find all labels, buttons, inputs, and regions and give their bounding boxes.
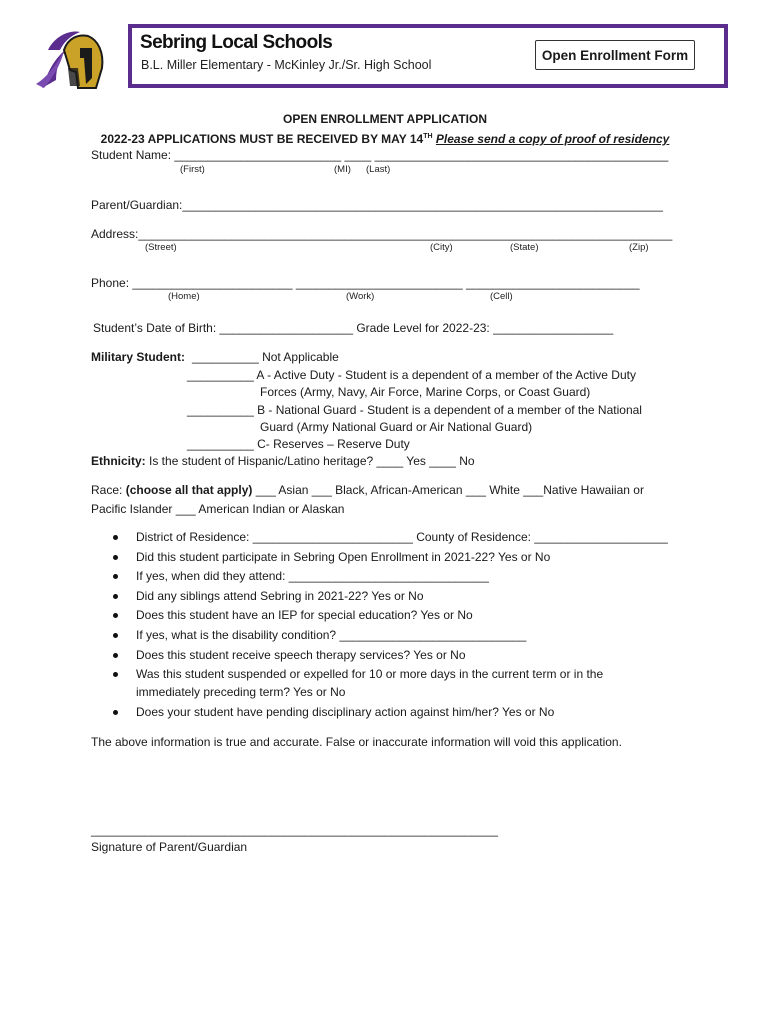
spartan-helmet-icon bbox=[34, 28, 114, 92]
race-qualifier: (choose all that apply) bbox=[125, 483, 253, 497]
bullet-icon bbox=[113, 555, 118, 560]
military-label: Military Student: bbox=[91, 350, 186, 364]
student-name-field[interactable]: Student Name: _________________________ ____ ____________________________________________ bbox=[91, 148, 669, 162]
address-zip-caption: (Zip) bbox=[629, 242, 649, 253]
bullet-icon bbox=[113, 633, 118, 638]
parent-guardian-field[interactable]: Parent/Guardian:________________________________________________________________________ bbox=[91, 198, 663, 212]
deadline-line bbox=[0, 129, 770, 147]
race-options: ___ Asian ___ Black, African-American ___ White ___Native Hawaiian or bbox=[255, 483, 644, 497]
bullet-icon bbox=[113, 535, 118, 540]
bullet-icon bbox=[113, 672, 118, 677]
list-item-text: If yes, what is the disability condition? ____________________________ bbox=[136, 627, 527, 642]
list-item[interactable] bbox=[110, 703, 710, 723]
student-last-caption: (Last) bbox=[366, 164, 391, 175]
address-state-caption: (State) bbox=[510, 242, 539, 253]
military-not-applicable[interactable]: __________ Not Applicable bbox=[192, 350, 339, 364]
military-option-a[interactable]: __________ A - Active Duty - Student is a dependent of a member of the Active Duty bbox=[187, 368, 636, 382]
list-item[interactable] bbox=[110, 646, 710, 666]
list-item[interactable] bbox=[110, 606, 710, 626]
school-logo bbox=[34, 28, 114, 92]
bullet-icon bbox=[113, 574, 118, 579]
military-option-c[interactable]: __________ C- Reserves – Reserve Duty bbox=[187, 437, 410, 451]
military-option-b-detail: Guard (Army National Guard or Air National Guard) bbox=[260, 420, 533, 434]
school-name: Sebring Local Schools bbox=[140, 32, 333, 53]
deadline-sup: TH bbox=[423, 133, 433, 140]
military-option-b[interactable]: __________ B - National Guard - Student is a dependent of a member of the National bbox=[187, 403, 642, 417]
residency-note: Please send a copy of proof of residency bbox=[435, 132, 670, 146]
signature-label: Signature of Parent/Guardian bbox=[91, 840, 248, 854]
bullet-icon bbox=[113, 594, 118, 599]
phone-work-caption: (Work) bbox=[346, 291, 375, 302]
list-item[interactable] bbox=[110, 528, 710, 548]
form-badge: Open Enrollment Form bbox=[535, 40, 695, 70]
address-field[interactable]: Address:________________________________________________________________________________ bbox=[91, 227, 673, 241]
phone-cell-caption: (Cell) bbox=[490, 291, 513, 302]
ethnicity-line[interactable] bbox=[91, 453, 475, 469]
ethnicity-label: Ethnicity: bbox=[91, 454, 146, 468]
list-item-text-cont: immediately preceding term? Yes or No bbox=[136, 684, 346, 699]
list-item[interactable] bbox=[110, 665, 710, 701]
military-option-a-detail: Forces (Army, Navy, Air Force, Marine Corps, or Coast Guard) bbox=[260, 385, 591, 399]
phone-field[interactable]: Phone: ________________________ _________________________ __________________________ bbox=[91, 276, 640, 290]
address-city-caption: (City) bbox=[430, 242, 453, 253]
list-item[interactable] bbox=[110, 567, 710, 587]
list-item[interactable] bbox=[110, 548, 710, 568]
phone-home-caption: (Home) bbox=[168, 291, 200, 302]
enrollment-questions bbox=[110, 528, 710, 723]
list-item[interactable] bbox=[110, 626, 710, 646]
race-label: Race: bbox=[91, 483, 123, 497]
list-item-text: Does this student have an IEP for special education? Yes or No bbox=[136, 608, 473, 623]
form-title: OPEN ENROLLMENT APPLICATION bbox=[283, 112, 487, 126]
student-first-caption: (First) bbox=[180, 164, 205, 175]
attestation-text: The above information is true and accurate. False or inaccurate information will void this application. bbox=[91, 735, 622, 749]
ethnicity-question: Is the student of Hispanic/Latino heritage? ____ Yes ____ No bbox=[149, 454, 475, 468]
list-item-text: Does your student have pending disciplinary action against him/her? Yes or No bbox=[136, 705, 555, 720]
list-item-text: Was this student suspended or expelled for 10 or more days in the current term or in the bbox=[136, 667, 604, 682]
list-item-text: District of Residence: ________________________ County of Residence: ____________________ bbox=[136, 530, 668, 544]
school-subtitle: B.L. Miller Elementary - McKinley Jr./Sr. High School bbox=[141, 58, 432, 72]
list-item[interactable] bbox=[110, 587, 710, 607]
address-street-caption: (Street) bbox=[145, 242, 177, 253]
race-options-cont[interactable]: Pacific Islander ___ American Indian or Alaskan bbox=[91, 502, 345, 516]
list-item-text: Did any siblings attend Sebring in 2021-22? Yes or No bbox=[136, 588, 424, 603]
bullet-icon bbox=[113, 613, 118, 618]
bullet-icon bbox=[113, 653, 118, 658]
list-item-text: Does this student receive speech therapy services? Yes or No bbox=[136, 647, 466, 662]
list-item-text: If yes, when did they attend: ______________________________ bbox=[136, 569, 489, 584]
deadline-text: 2022-23 APPLICATIONS MUST BE RECEIVED BY MAY 14 bbox=[100, 132, 424, 146]
list-item-text: Did this student participate in Sebring Open Enrollment in 2021-22? Yes or No bbox=[136, 549, 551, 564]
signature-line[interactable]: _____________________________________________________________ bbox=[91, 823, 499, 837]
bullet-icon bbox=[113, 710, 118, 715]
race-line[interactable] bbox=[91, 482, 644, 498]
student-mi-caption: (MI) bbox=[334, 164, 351, 175]
dob-grade-field[interactable]: Student’s Date of Birth: ____________________ Grade Level for 2022-23: __________________ bbox=[93, 321, 614, 335]
